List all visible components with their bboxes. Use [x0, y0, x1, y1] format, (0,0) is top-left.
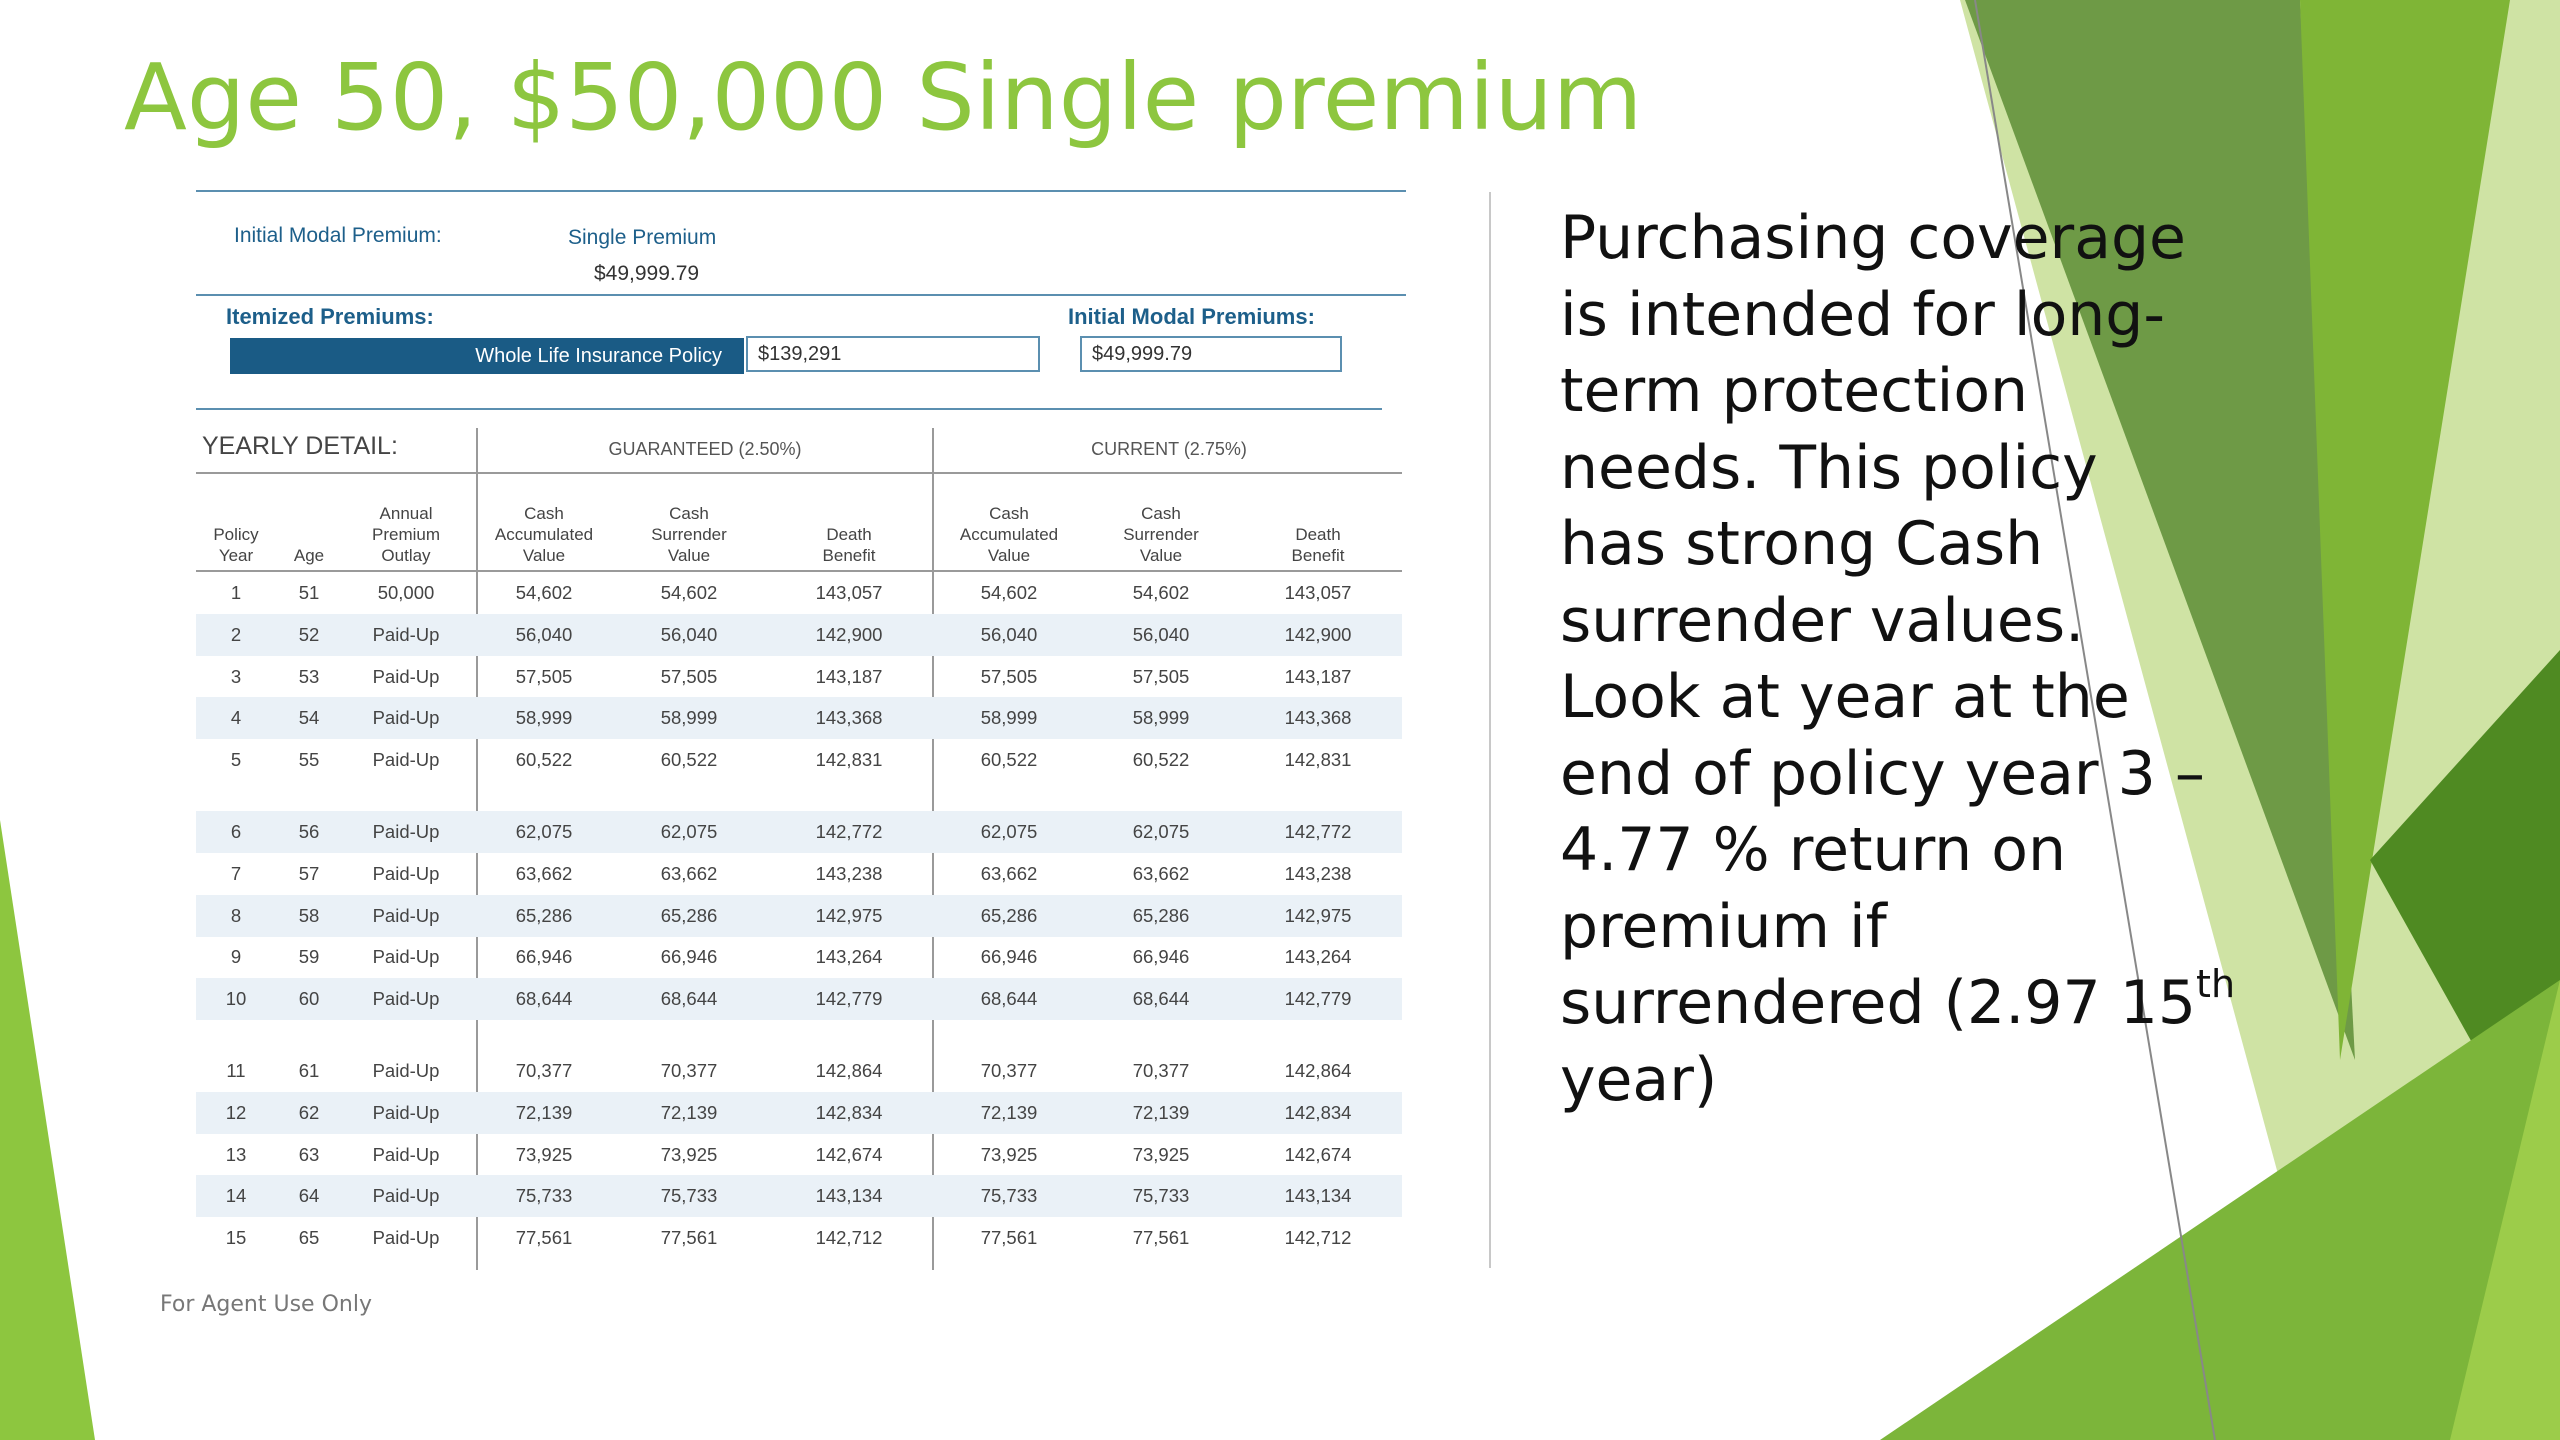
table-cell: 142,834: [1284, 1101, 1352, 1123]
table-cell: 62,075: [1132, 821, 1190, 842]
table-cell: 58: [298, 904, 320, 926]
table-row: [196, 572, 1402, 614]
table-cell: 68,644: [515, 988, 573, 1010]
table-cell: 57: [298, 862, 320, 884]
table-cell: 70,377: [980, 1060, 1038, 1081]
column-header-line: Outlay: [381, 546, 431, 565]
table-cell: Paid-Up: [372, 707, 440, 729]
table-cell: 66,946: [515, 946, 573, 968]
column-header-line: Value: [987, 546, 1031, 565]
table-row: [196, 853, 1402, 895]
table-cell: 77,561: [515, 1227, 573, 1249]
table-cell: 72,139: [660, 1101, 718, 1123]
table-cell: 73,925: [1132, 1143, 1190, 1165]
policy-name-bar: Whole Life Insurance Policy: [230, 338, 744, 374]
table-cell: Paid-Up: [372, 749, 440, 771]
table-cell: 51: [298, 582, 320, 603]
table-cell: 61: [298, 1060, 320, 1081]
policy-amount-box: $139,291: [746, 336, 1040, 372]
table-cell: Paid-Up: [372, 1227, 440, 1249]
column-header: [469, 503, 619, 566]
table-cell: 56,040: [980, 623, 1038, 645]
table-cell: 75,733: [660, 1185, 718, 1207]
table-cell: 142,975: [815, 904, 883, 926]
table-cell: 65,286: [515, 904, 573, 926]
table-cell: 66,946: [1132, 946, 1190, 968]
body-line: surrender values.: [1560, 585, 2085, 656]
table-cell: 142,712: [815, 1227, 883, 1249]
body-line: Look at year at the: [1560, 662, 2130, 732]
table-cell: 142,834: [815, 1101, 883, 1123]
column-header-line: Death: [1295, 525, 1341, 544]
table-cell: 5: [230, 749, 242, 771]
column-header-line: Value: [522, 546, 566, 565]
column-header-line: Value: [1139, 546, 1183, 565]
table-cell: 142,900: [815, 623, 883, 645]
premium-rule: [196, 294, 1406, 296]
body-line: has strong Cash: [1560, 509, 2044, 579]
table-row: [196, 697, 1402, 739]
table-cell: 57,505: [980, 665, 1038, 687]
table-row: [196, 811, 1402, 853]
single-premium-value: $49,999.79: [594, 262, 700, 285]
table-cell: 72,139: [980, 1101, 1038, 1123]
table-cell: 143,187: [1284, 665, 1352, 687]
table-cell: 54,602: [1132, 582, 1190, 603]
section-rule: [196, 408, 1382, 410]
table-cell: 65,286: [660, 904, 718, 926]
table-row: [196, 1092, 1402, 1134]
table-cell: 57,505: [660, 665, 718, 687]
body-line: 4.77 % return on: [1560, 815, 2067, 885]
table-cell: Paid-Up: [372, 1143, 440, 1165]
table-cell: 142,779: [815, 988, 883, 1010]
table-cell: 60,522: [980, 749, 1038, 771]
table-cell: 77,561: [660, 1227, 718, 1249]
table-cell: 70,377: [1132, 1060, 1190, 1081]
table-cell: Paid-Up: [372, 1101, 440, 1123]
table-cell: 3: [230, 665, 242, 687]
table-row: [196, 1134, 1402, 1176]
body-line: Purchasing coverage: [1560, 203, 2186, 273]
column-header: [624, 503, 754, 566]
table-cell: 10: [225, 988, 247, 1010]
table-cell: 142,900: [1284, 623, 1352, 645]
table-cell: 54,602: [660, 582, 718, 603]
body-line: needs. This policy: [1560, 432, 2098, 503]
table-cell: 62: [298, 1101, 320, 1123]
table-cell: 4: [230, 707, 242, 729]
table-cell: 63,662: [515, 862, 573, 884]
table-cell: 60,522: [515, 749, 573, 771]
initial-modal-premium-label: Initial Modal Premium:: [234, 224, 442, 247]
table-row: [196, 1050, 1402, 1092]
table-cell: Paid-Up: [372, 988, 440, 1010]
table-cell: 63: [298, 1143, 320, 1165]
column-header-line: Cash: [669, 504, 709, 523]
table-cell: 68,644: [1132, 988, 1190, 1010]
table-cell: 65: [298, 1227, 320, 1249]
table-row: [196, 978, 1402, 1020]
body-line: end of policy year 3 –: [1560, 738, 2205, 809]
table-row: [196, 656, 1402, 698]
table-cell: 54: [298, 707, 320, 729]
table-cell: 55: [298, 749, 320, 771]
left-green-sliver: [0, 820, 95, 1440]
column-header-line: Year: [218, 546, 254, 565]
column-header-line: Death: [826, 525, 872, 544]
table-cell: 68,644: [660, 988, 718, 1010]
table-cell: 54,602: [980, 582, 1038, 603]
table-cell: 53: [298, 665, 320, 687]
column-header-line: Annual: [379, 504, 433, 523]
column-header-line: Surrender: [1123, 525, 1199, 544]
column-header: [934, 503, 1084, 566]
table-cell: 58,999: [1132, 707, 1190, 729]
table-cell: 143,264: [1284, 946, 1352, 968]
footer-note: For Agent Use Only: [160, 1292, 372, 1317]
table-cell: 70,377: [660, 1060, 718, 1081]
table-row: [196, 936, 1402, 978]
table-cell: 73,925: [515, 1143, 573, 1165]
table-cell: 143,238: [815, 862, 883, 884]
table-cell: 64: [298, 1185, 320, 1207]
table-cell: 143,057: [1284, 582, 1352, 603]
table-cell: 143,368: [1284, 707, 1352, 729]
table-cell: Paid-Up: [372, 946, 440, 968]
table-cell: 57,505: [515, 665, 573, 687]
slide-title: Age 50, $50,000 Single premium: [124, 44, 1643, 151]
table-cell: 59: [298, 946, 320, 968]
table-cell: 62,075: [980, 821, 1038, 842]
header-rule-top: [196, 472, 1402, 474]
column-header: [1096, 503, 1226, 566]
column-header: [784, 524, 914, 566]
table-cell: 57,505: [1132, 665, 1190, 687]
table-cell: 142,779: [1284, 988, 1352, 1010]
table-cell: Paid-Up: [372, 1185, 440, 1207]
table-cell: 60,522: [1132, 749, 1190, 771]
table-cell: 77,561: [980, 1227, 1038, 1249]
column-header-line: Cash: [524, 504, 564, 523]
table-cell: 142,975: [1284, 904, 1352, 926]
table-row: [196, 614, 1402, 656]
column-header-line: Cash: [1141, 504, 1181, 523]
table-cell: 50,000: [377, 582, 435, 603]
table-cell: 13: [225, 1143, 247, 1165]
table-cell: 142,772: [815, 821, 883, 842]
table-cell: 142,772: [1284, 821, 1352, 842]
table-cell: 143,264: [815, 946, 883, 968]
table-cell: 75,733: [980, 1185, 1038, 1207]
column-header: [1253, 524, 1383, 566]
table-cell: 142,674: [815, 1143, 883, 1165]
table-cell: 58,999: [980, 707, 1038, 729]
table-cell: 75,733: [515, 1185, 573, 1207]
table-cell: 6: [230, 821, 242, 842]
current-group-label: CURRENT (2.75%): [1091, 439, 1247, 459]
table-cell: Paid-Up: [372, 1060, 440, 1081]
body-line: year): [1560, 1044, 1718, 1115]
body-line: is intended for long-: [1560, 279, 2166, 350]
table-cell: 77,561: [1132, 1227, 1190, 1249]
yearly-detail-label: YEARLY DETAIL:: [202, 432, 398, 460]
table-cell: 56,040: [515, 623, 573, 645]
column-header-line: Age: [293, 546, 325, 565]
table-cell: Paid-Up: [372, 862, 440, 884]
table-cell: Paid-Up: [372, 904, 440, 926]
table-cell: 66,946: [980, 946, 1038, 968]
table-cell: 142,831: [1284, 749, 1352, 771]
column-header: [351, 503, 461, 566]
single-premium-label: Single Premium: [568, 226, 717, 249]
table-cell: 142,864: [1284, 1060, 1352, 1081]
column-header: [196, 524, 276, 566]
table-cell: 142,831: [815, 749, 883, 771]
table-cell: 54,602: [515, 582, 573, 603]
table-row: [196, 895, 1402, 937]
table-cell: 75,733: [1132, 1185, 1190, 1207]
column-header-line: Cash: [989, 504, 1029, 523]
table-row: [196, 1175, 1402, 1217]
body-line: premium if: [1560, 891, 1887, 962]
column-header-line: Premium: [371, 525, 440, 544]
table-cell: 60,522: [660, 749, 718, 771]
body-line: term protection: [1560, 356, 2029, 426]
column-header-line: Accumulated: [494, 525, 594, 544]
table-cell: 63,662: [1132, 862, 1190, 884]
table-cell: 11: [226, 1060, 246, 1081]
table-cell: Paid-Up: [372, 623, 440, 645]
table-cell: 58,999: [660, 707, 718, 729]
table-cell: 72,139: [1132, 1101, 1190, 1123]
table-cell: 143,134: [815, 1185, 883, 1207]
table-cell: 8: [230, 904, 242, 926]
table-cell: 73,925: [660, 1143, 718, 1165]
ordinal-suffix: th: [2196, 962, 2236, 1006]
table-cell: Paid-Up: [372, 821, 440, 842]
table-cell: 68,644: [980, 988, 1038, 1010]
table-cell: 56,040: [660, 623, 718, 645]
table-cell: 52: [298, 623, 320, 645]
initial-modal-premiums-label: Initial Modal Premiums:: [1068, 304, 1315, 329]
table-cell: 142,864: [815, 1060, 883, 1081]
column-header-line: Accumulated: [959, 525, 1059, 544]
top-rule: [196, 190, 1406, 192]
table-cell: 62,075: [515, 821, 573, 842]
itemized-premiums-label: Itemized Premiums:: [226, 304, 434, 329]
table-cell: 7: [230, 862, 242, 884]
column-header-line: Value: [667, 546, 711, 565]
table-cell: 62,075: [660, 821, 718, 842]
policy-illustration: [196, 190, 1406, 1270]
guaranteed-group-label: GUARANTEED (2.50%): [608, 439, 802, 459]
table-cell: 66,946: [660, 946, 718, 968]
table-cell: 1: [230, 582, 242, 603]
column-header-line: Benefit: [822, 546, 876, 565]
table-cell: 65,286: [1132, 904, 1190, 926]
table-cell: 143,187: [815, 665, 883, 687]
vertical-divider: [1489, 192, 1491, 1268]
body-text: [1560, 200, 2260, 1118]
column-header: [277, 545, 341, 566]
column-header-line: Surrender: [651, 525, 727, 544]
table-cell: 143,238: [1284, 862, 1352, 884]
table-cell: 72,139: [515, 1101, 573, 1123]
table-cell: 142,712: [1284, 1227, 1352, 1249]
table-cell: 56,040: [1132, 623, 1190, 645]
table-cell: 12: [225, 1101, 247, 1123]
body-line: [1560, 962, 2260, 1042]
table-cell: 73,925: [980, 1143, 1038, 1165]
table-cell: 63,662: [980, 862, 1038, 884]
initial-modal-premiums-box: $49,999.79: [1080, 336, 1342, 372]
table-cell: 70,377: [515, 1060, 573, 1081]
table-cell: 2: [230, 623, 242, 645]
table-cell: 143,368: [815, 707, 883, 729]
body-line-main: surrendered (2.97 15: [1560, 968, 2197, 1038]
table-cell: 60: [298, 988, 320, 1010]
table-cell: 143,134: [1284, 1185, 1352, 1207]
column-header-line: Benefit: [1291, 546, 1345, 565]
table-cell: 56: [298, 821, 320, 842]
table-cell: 143,057: [815, 582, 883, 603]
table-cell: 15: [225, 1227, 247, 1249]
table-cell: 142,674: [1284, 1143, 1352, 1165]
table-cell: 58,999: [515, 707, 573, 729]
table-cell: 63,662: [660, 862, 718, 884]
table-cell: 14: [225, 1185, 247, 1207]
table-cell: 65,286: [980, 904, 1038, 926]
column-header-line: Policy: [213, 525, 259, 544]
table-row: [196, 739, 1402, 781]
table-cell: 9: [230, 946, 242, 968]
table-cell: Paid-Up: [372, 665, 440, 687]
table-row: [196, 1217, 1402, 1259]
